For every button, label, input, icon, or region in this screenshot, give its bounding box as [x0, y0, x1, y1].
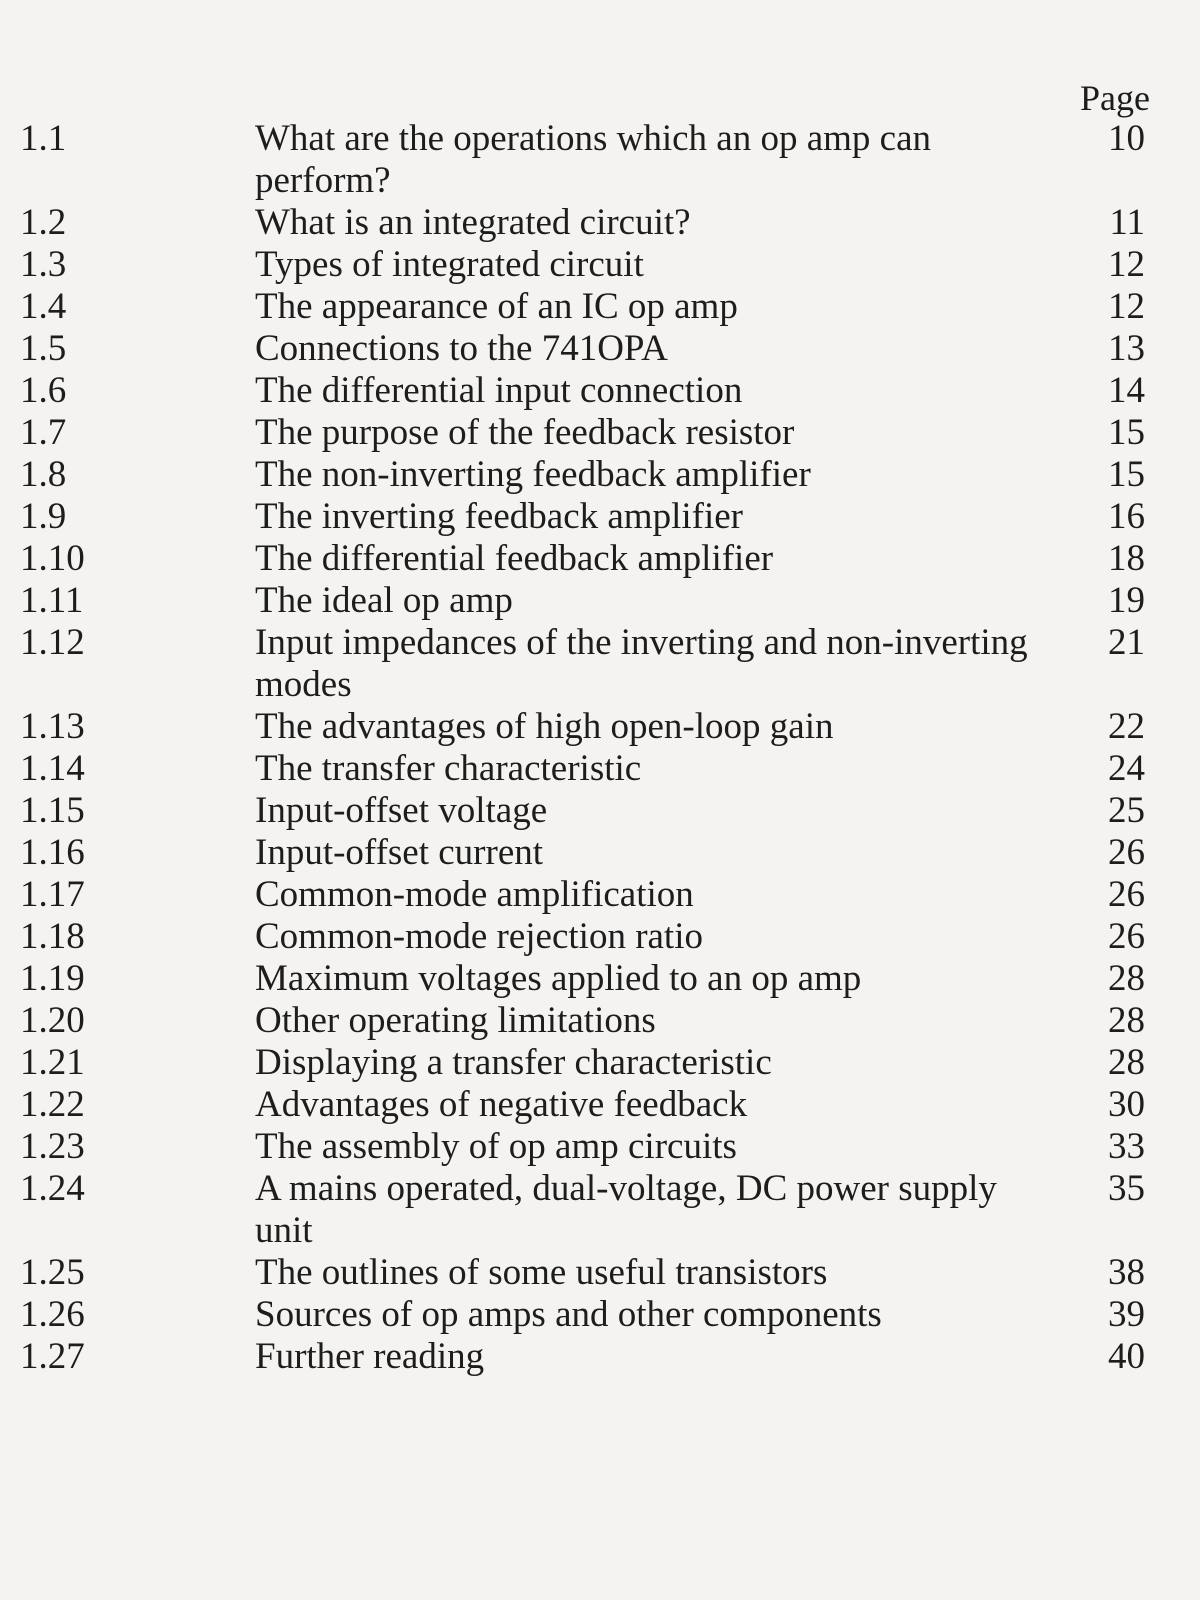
section-number: 1.18	[20, 916, 85, 957]
page-number: 12	[1108, 244, 1145, 285]
page-number: 35	[1108, 1168, 1145, 1209]
toc-entry-1-24	[0, 1168, 1200, 1252]
section-number: 1.10	[20, 538, 85, 579]
section-title: What is an integrated circuit?	[255, 202, 691, 243]
section-title: Common-mode amplification	[255, 874, 694, 915]
section-number: 1.24	[20, 1168, 85, 1209]
section-number: 1.13	[20, 706, 85, 747]
page-number: 38	[1108, 1252, 1145, 1293]
section-title: The assembly of op amp circuits	[255, 1126, 737, 1167]
section-number: 1.14	[20, 748, 85, 789]
section-number: 1.12	[20, 622, 85, 663]
section-number: 1.20	[20, 1000, 85, 1041]
section-number: 1.6	[20, 370, 67, 411]
page-number: 28	[1108, 1000, 1145, 1041]
section-number: 1.22	[20, 1084, 85, 1125]
section-number: 1.27	[20, 1336, 85, 1377]
toc-entry-1-18	[0, 916, 1200, 958]
toc-entry-1-2	[0, 202, 1200, 244]
section-number: 1.3	[20, 244, 67, 285]
toc-entry-1-25	[0, 1252, 1200, 1294]
section-number: 1.21	[20, 1042, 85, 1083]
page-number: 39	[1108, 1294, 1145, 1335]
page-number: 28	[1108, 1042, 1145, 1083]
section-number: 1.19	[20, 958, 85, 999]
toc-entry-1-21	[0, 1042, 1200, 1084]
section-title: The inverting feedback amplifier	[255, 496, 743, 537]
toc-entry-1-6	[0, 370, 1200, 412]
toc-entry-1-20	[0, 1000, 1200, 1042]
section-number: 1.11	[20, 580, 84, 621]
page-number: 26	[1108, 832, 1145, 873]
section-number: 1.1	[20, 118, 67, 159]
page-number: 14	[1108, 370, 1145, 411]
section-number: 1.8	[20, 454, 67, 495]
toc-entry-1-1	[0, 118, 1200, 202]
section-number: 1.26	[20, 1294, 85, 1335]
section-title: Common-mode rejection ratio	[255, 916, 703, 957]
page-number: 13	[1108, 328, 1145, 369]
toc-entry-1-15	[0, 790, 1200, 832]
page-number: 19	[1108, 580, 1145, 621]
page-number: 10	[1108, 118, 1145, 159]
toc-entry-1-8	[0, 454, 1200, 496]
section-title: Other operating limitations	[255, 1000, 656, 1041]
section-title: The transfer characteristic	[255, 748, 642, 789]
section-title: Input-offset current	[255, 832, 544, 873]
section-number: 1.17	[20, 874, 85, 915]
section-number: 1.15	[20, 790, 85, 831]
toc-entry-1-4	[0, 286, 1200, 328]
page-number: 11	[1109, 202, 1145, 243]
page-column-header: Page	[1080, 78, 1150, 118]
toc-entry-1-9	[0, 496, 1200, 538]
section-number: 1.4	[20, 286, 67, 327]
section-title: Maximum voltages applied to an op amp	[255, 958, 862, 999]
toc-entry-1-19	[0, 958, 1200, 1000]
section-number: 1.16	[20, 832, 85, 873]
page-number: 15	[1108, 454, 1145, 495]
page-number: 28	[1108, 958, 1145, 999]
toc-entry-1-10	[0, 538, 1200, 580]
section-title: Input impedances of the inverting and non-inverting modes	[255, 622, 1028, 705]
section-number: 1.7	[20, 412, 67, 453]
section-title: The advantages of high open-loop gain	[255, 706, 834, 747]
toc-entry-1-22	[0, 1084, 1200, 1126]
page-number: 40	[1108, 1336, 1145, 1377]
page-number: 24	[1108, 748, 1145, 789]
toc-entry-1-11	[0, 580, 1200, 622]
section-title: The differential feedback amplifier	[255, 538, 774, 579]
section-title: What are the operations which an op amp can perform?	[255, 118, 932, 201]
section-title: Sources of op amps and other components	[255, 1294, 882, 1335]
page-number: 30	[1108, 1084, 1145, 1125]
section-title: A mains operated, dual-voltage, DC power supply unit	[255, 1168, 997, 1251]
section-title: The outlines of some useful transistors	[255, 1252, 828, 1293]
table-of-contents	[0, 118, 1200, 1378]
toc-entry-1-27	[0, 1336, 1200, 1378]
section-title: The appearance of an IC op amp	[255, 286, 738, 327]
toc-entry-1-12	[0, 622, 1200, 706]
section-title: Displaying a transfer characteristic	[255, 1042, 772, 1083]
section-number: 1.9	[20, 496, 67, 537]
section-number: 1.23	[20, 1126, 85, 1167]
section-number: 1.2	[20, 202, 67, 243]
toc-entry-1-23	[0, 1126, 1200, 1168]
toc-entry-1-3	[0, 244, 1200, 286]
page-number: 25	[1108, 790, 1145, 831]
toc-entry-1-26	[0, 1294, 1200, 1336]
section-title: Connections to the 741OPA	[255, 328, 668, 369]
section-title: The ideal op amp	[255, 580, 513, 621]
section-title: The differential input connection	[255, 370, 743, 411]
toc-entry-1-14	[0, 748, 1200, 790]
section-title: Advantages of negative feedback	[255, 1084, 748, 1125]
page-number: 21	[1108, 622, 1145, 663]
section-number: 1.5	[20, 328, 67, 369]
page-number: 18	[1108, 538, 1145, 579]
page-number: 33	[1108, 1126, 1145, 1167]
toc-entry-1-13	[0, 706, 1200, 748]
section-title: Input-offset voltage	[255, 790, 548, 831]
section-title: The non-inverting feedback amplifier	[255, 454, 811, 495]
toc-entry-1-17	[0, 874, 1200, 916]
page-number: 26	[1108, 916, 1145, 957]
toc-entry-1-7	[0, 412, 1200, 454]
section-title: The purpose of the feedback resistor	[255, 412, 795, 453]
page-number: 12	[1108, 286, 1145, 327]
toc-entry-1-16	[0, 832, 1200, 874]
section-title: Further reading	[255, 1336, 485, 1377]
page-number: 22	[1108, 706, 1145, 747]
page-number: 26	[1108, 874, 1145, 915]
toc-entry-1-5	[0, 328, 1200, 370]
page-number: 15	[1108, 412, 1145, 453]
page-number: 16	[1108, 496, 1145, 537]
section-title: Types of integrated circuit	[255, 244, 644, 285]
section-number: 1.25	[20, 1252, 85, 1293]
